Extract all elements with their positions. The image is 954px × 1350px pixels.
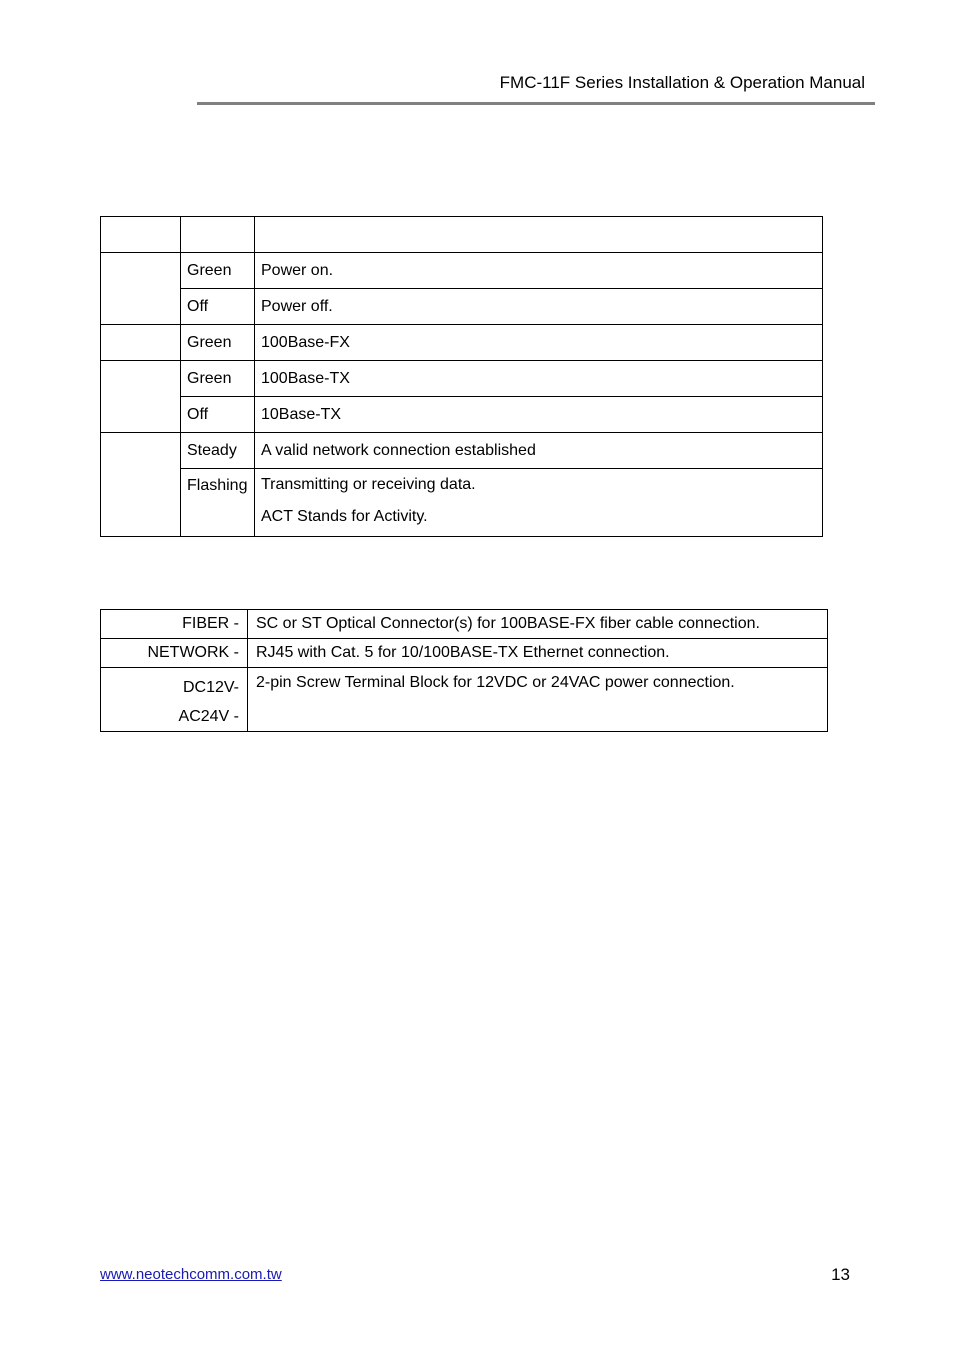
led-state-cell: Green	[181, 253, 255, 289]
led-name-cell	[101, 325, 181, 361]
led-description-cell: A valid network connection established	[255, 433, 823, 469]
table-row	[101, 289, 823, 325]
led-description-cell: Power on.	[255, 253, 823, 289]
led-description-cell: 100Base-FX	[255, 325, 823, 361]
led-name-cell	[101, 253, 181, 325]
led-state-cell: Green	[181, 361, 255, 397]
table-row	[101, 639, 828, 668]
table-row	[101, 325, 823, 361]
table-row	[101, 253, 823, 289]
port-description-cell: RJ45 with Cat. 5 for 10/100BASE-TX Ethernet connection.	[248, 639, 828, 668]
led-state-cell: Off	[181, 397, 255, 433]
page-number: 13	[831, 1265, 850, 1284]
led-description-cell: 10Base-TX	[255, 397, 823, 433]
port-name-cell	[101, 668, 248, 732]
led-state-cell: Flashing	[181, 469, 255, 537]
led-name-cell	[101, 433, 181, 537]
description-line: ACT Stands for Activity.	[261, 508, 428, 525]
port-description-table	[100, 609, 828, 732]
port-name-cell: FIBER -	[101, 610, 248, 639]
port-name-cell: NETWORK -	[101, 639, 248, 668]
led-name-cell	[101, 361, 181, 433]
header-cell-status	[181, 217, 255, 253]
table-row	[101, 361, 823, 397]
led-description-cell: 100Base-TX	[255, 361, 823, 397]
header-cell-description	[255, 217, 823, 253]
page-header-title: FMC-11F Series Installation & Operation Manual	[499, 73, 865, 92]
port-name-line: DC12V-	[182, 679, 239, 696]
table-row	[101, 397, 823, 433]
led-description-cell: Power off.	[255, 289, 823, 325]
description-line: Transmitting or receiving data.	[261, 476, 476, 493]
led-state-cell: Steady	[181, 433, 255, 469]
header-cell-led	[101, 217, 181, 253]
table-row	[101, 668, 828, 732]
port-description-cell: 2-pin Screw Terminal Block for 12VDC or 24VAC power connection.	[248, 668, 828, 732]
led-state-cell: Off	[181, 289, 255, 325]
table-row	[101, 610, 828, 639]
table-row	[101, 433, 823, 469]
table-row	[101, 469, 823, 537]
port-description-cell: SC or ST Optical Connector(s) for 100BASE-FX fiber cable connection.	[248, 610, 828, 639]
led-indicator-table	[100, 216, 823, 537]
led-state-cell: Green	[181, 325, 255, 361]
website-link[interactable]: www.neotechcomm.com.tw	[100, 1266, 282, 1283]
header-divider	[197, 102, 875, 105]
led-description-cell	[255, 469, 823, 537]
port-name-line: AC24V -	[178, 708, 239, 725]
table-header-row	[101, 217, 823, 253]
